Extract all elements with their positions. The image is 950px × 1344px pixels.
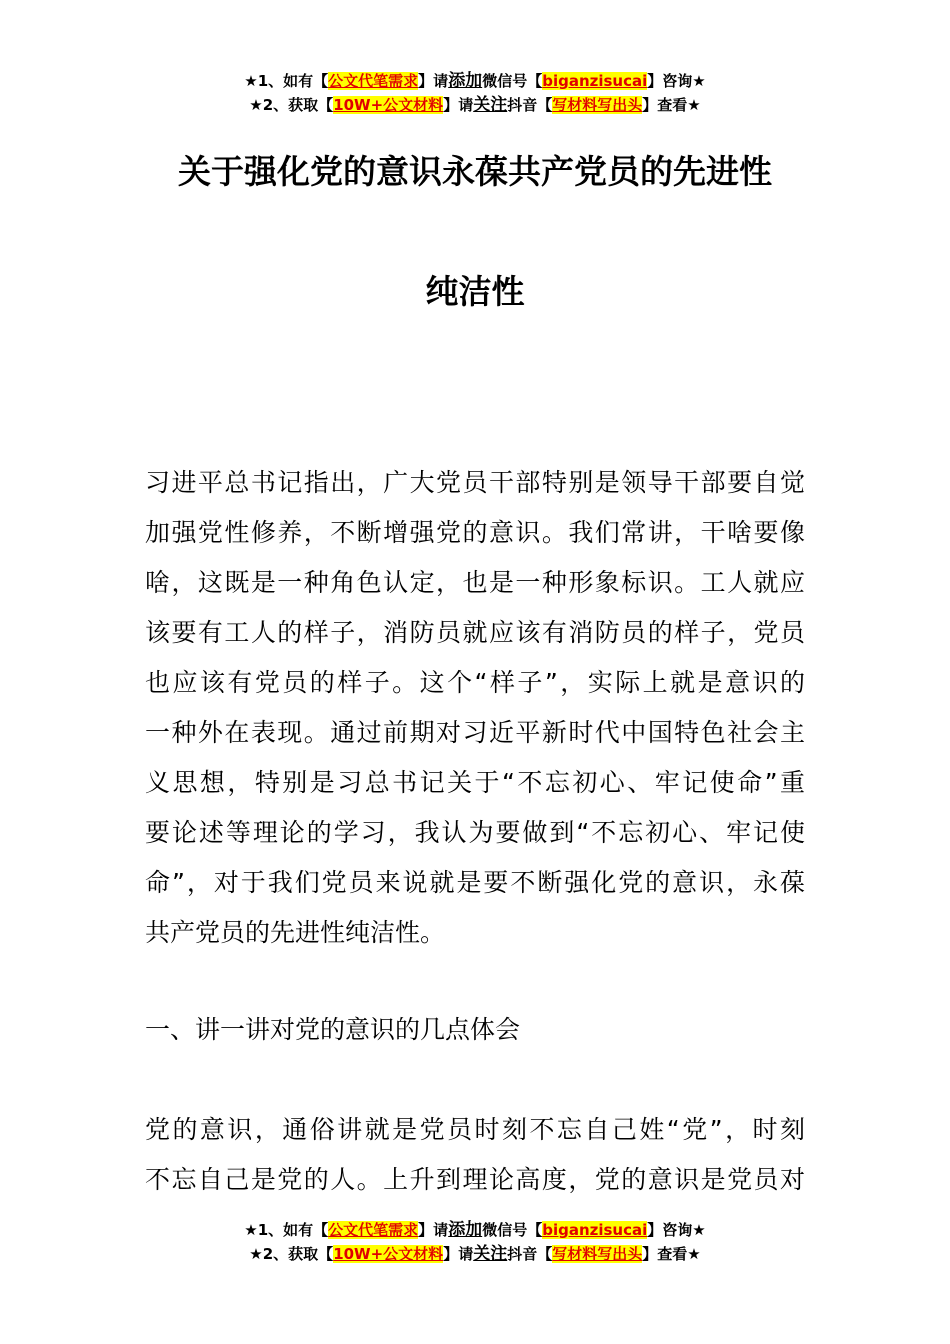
document-title-line-1: 关于强化党的意识永葆共产党员的先进性 bbox=[178, 152, 772, 191]
banner-text: 抖音【 bbox=[507, 1245, 553, 1263]
banner-text: 微信号【 bbox=[482, 1221, 543, 1239]
text-line: 啥，这既是一种角色认定，也是一种形象标识。工人就应 bbox=[145, 568, 805, 597]
banner-text: 】请 bbox=[443, 1245, 474, 1263]
emphasis-add: 添加 bbox=[448, 71, 483, 91]
banner-text: 】请 bbox=[418, 1221, 449, 1239]
text-line: 党的意识，通俗讲就是党员时刻不忘自己姓“党”，时刻 bbox=[145, 1115, 805, 1144]
banner-line-2 bbox=[0, 1242, 950, 1266]
text-line: 要论述等理论的学习，我认为要做到“不忘初心、牢记使 bbox=[145, 818, 805, 847]
section-heading bbox=[145, 1005, 805, 1055]
text-line: 也应该有党员的样子。这个“样子”，实际上就是意识的 bbox=[145, 668, 805, 697]
header-banner bbox=[0, 69, 950, 117]
banner-line-1 bbox=[0, 1218, 950, 1242]
banner-line-2 bbox=[0, 93, 950, 117]
banner-text: 】咨询★ bbox=[647, 72, 706, 90]
banner-text: 】请 bbox=[443, 96, 474, 114]
banner-text: 抖音【 bbox=[507, 96, 553, 114]
highlight-douyin: 写材料写出头 bbox=[552, 96, 643, 114]
text-line: 不忘自己是党的人。上升到理论高度，党的意识是党员对 bbox=[145, 1165, 805, 1194]
text-line: 该要有工人的样子，消防员就应该有消防员的样子，党员 bbox=[145, 618, 805, 647]
banner-text: ★1、如有【 bbox=[244, 1221, 329, 1239]
body-paragraph bbox=[145, 1105, 805, 1205]
banner-text: 】咨询★ bbox=[647, 1221, 706, 1239]
highlight-service: 公文代笔需求 bbox=[328, 1221, 419, 1239]
emphasis-add: 添加 bbox=[448, 1220, 483, 1240]
banner-text: ★2、获取【 bbox=[249, 96, 334, 114]
emphasis-follow: 关注 bbox=[473, 1244, 508, 1264]
highlight-douyin: 写材料写出头 bbox=[552, 1245, 643, 1263]
text-line: 习进平总书记指出，广大党员干部特别是领导干部要自觉 bbox=[145, 468, 805, 497]
banner-text: 】查看★ bbox=[642, 1245, 701, 1263]
text-line: 义思想，特别是习总书记关于“不忘初心、牢记使命”重 bbox=[145, 768, 805, 797]
banner-text: 】请 bbox=[418, 72, 449, 90]
highlight-wechat-id: biganzisucai bbox=[542, 1221, 648, 1239]
intro-paragraph bbox=[145, 458, 805, 958]
text-line: 共产党员的先进性纯洁性。 bbox=[145, 918, 446, 947]
footer-banner bbox=[0, 1218, 950, 1266]
highlight-service: 公文代笔需求 bbox=[328, 72, 419, 90]
text-line: 命”，对于我们党员来说就是要不断强化党的意识，永葆 bbox=[145, 868, 805, 897]
highlight-materials: 10W+公文材料 bbox=[333, 1245, 444, 1263]
highlight-wechat-id: biganzisucai bbox=[542, 72, 648, 90]
banner-line-1 bbox=[0, 69, 950, 93]
banner-text: ★1、如有【 bbox=[244, 72, 329, 90]
text-line: 一种外在表现。通过前期对习近平新时代中国特色社会主 bbox=[145, 718, 805, 747]
document-title-line-2: 纯洁性 bbox=[425, 272, 525, 311]
text-line: 加强党性修养，不断增强党的意识。我们常讲，干啥要像 bbox=[145, 518, 805, 547]
banner-text: 微信号【 bbox=[482, 72, 543, 90]
emphasis-follow: 关注 bbox=[473, 95, 508, 115]
section-heading-text: 一、讲一讲对党的意识的几点体会 bbox=[145, 1015, 521, 1044]
banner-text: 】查看★ bbox=[642, 96, 701, 114]
banner-text: ★2、获取【 bbox=[249, 1245, 334, 1263]
highlight-materials: 10W+公文材料 bbox=[333, 96, 444, 114]
